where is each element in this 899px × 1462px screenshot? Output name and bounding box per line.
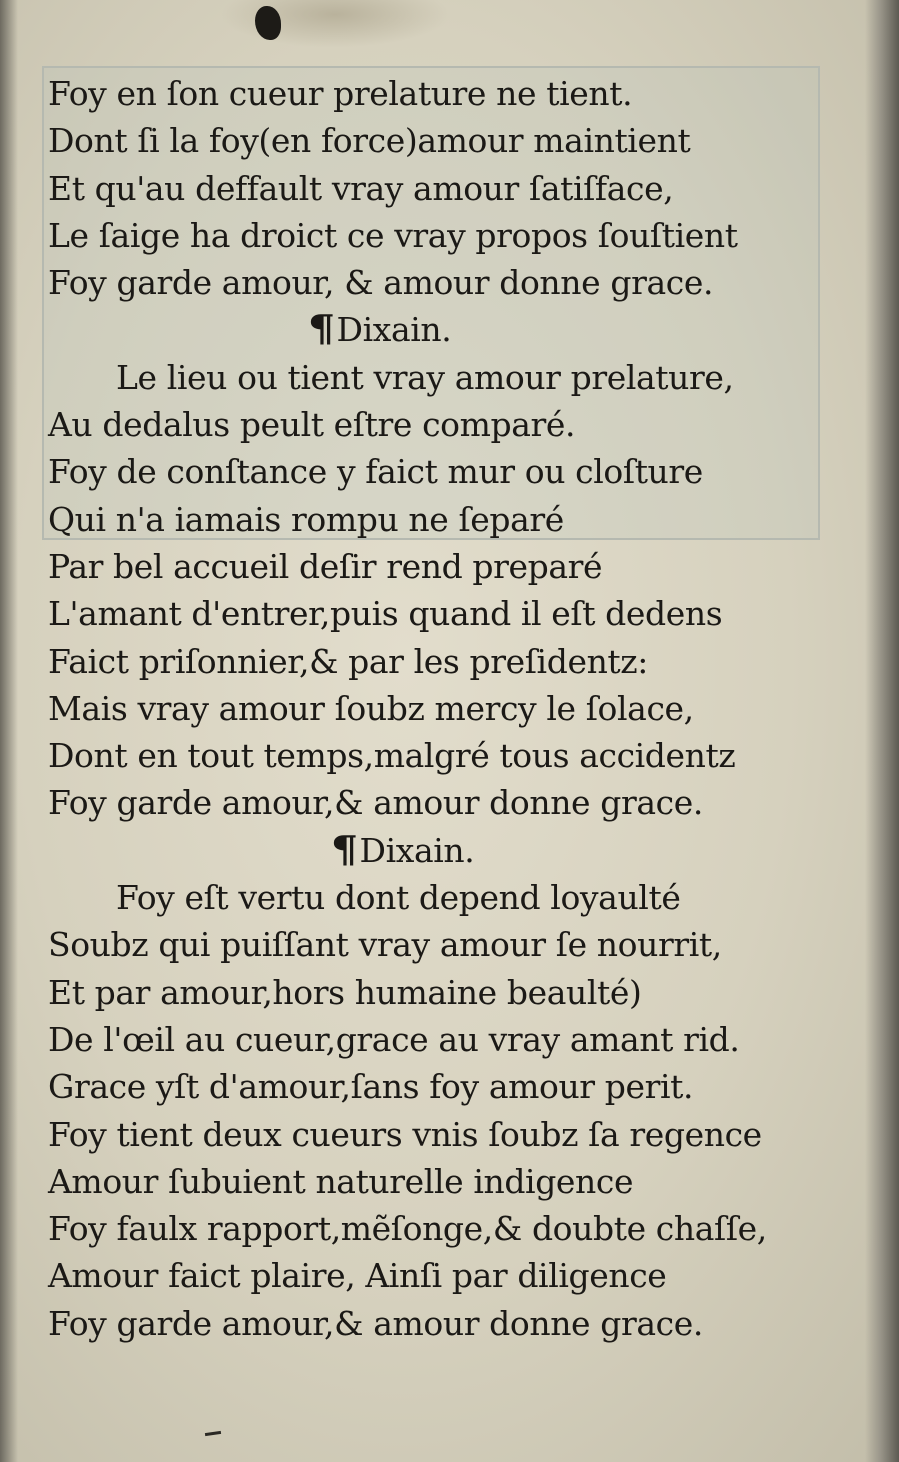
poem-line: Foy de conſtance y faict mur ou cloſture	[48, 452, 703, 492]
printer-mark	[205, 1431, 221, 1436]
poem-text-block	[48, 70, 838, 1347]
dixain-heading-label: Dixain.	[359, 830, 475, 870]
poem-line: Foy garde amour, & amour donne grace.	[48, 263, 714, 303]
poem-line: De l'œil au cueur,grace au vray amant rid.	[48, 1019, 740, 1059]
page-edge-shadow	[865, 0, 899, 1462]
poem-line: Soubz qui puiſſant vray amour ſe nourrit,	[48, 925, 722, 965]
poem-line: Qui n'a iamais rompu ne ſeparé	[48, 499, 564, 539]
poem-line: Dont en tout temps,malgré tous accidentz	[48, 736, 736, 776]
poem-line: Foy en ſon cueur prelature ne tient.	[48, 74, 633, 113]
dixain-heading	[48, 306, 838, 353]
poem-line: Le ſaige ha droict ce vray propos ſouſtient	[48, 215, 738, 255]
poem-line: Foy eſt vertu dont depend loyaulté	[116, 878, 681, 918]
poem-line: Au dedalus peult eſtre comparé.	[48, 405, 576, 445]
poem-line: Et qu'au deffault vray amour ſatiſface,	[48, 168, 674, 208]
poem-line: Dont ſi la foy(en force)amour maintient	[48, 121, 691, 161]
page-gutter-shadow	[0, 0, 18, 1462]
poem-line: Foy garde amour,& amour donne grace.	[48, 783, 703, 823]
poem-line: Grace yſt d'amour,ſans foy amour perit.	[48, 1067, 694, 1107]
poem-line: Foy tient deux cueurs vnis ſoubz ſa regence	[48, 1114, 762, 1154]
pilcrow-icon: ¶	[307, 308, 335, 351]
poem-line: Amour faict plaire, Ainſi par diligence	[48, 1256, 667, 1296]
ink-blot	[255, 6, 281, 40]
dixain-heading-label: Dixain.	[336, 310, 452, 350]
poem-line: Mais vray amour ſoubz mercy le ſolace,	[48, 688, 694, 728]
poem-line: Le lieu ou tient vray amour prelature,	[116, 357, 734, 397]
poem-line: Faict priſonnier,& par les preſidentz:	[48, 641, 648, 681]
poem-line: Foy garde amour,& amour donne grace.	[48, 1303, 703, 1343]
poem-line: Par bel accueil deſir rend preparé	[48, 546, 603, 586]
poem-line: L'amant d'entrer,puis quand il eſt dedens	[48, 594, 723, 634]
poem-line: Amour ſubuient naturelle indigence	[48, 1161, 634, 1201]
dixain-heading	[48, 827, 838, 874]
pilcrow-icon: ¶	[330, 828, 358, 871]
poem-line: Et par amour,hors humaine beaulté)	[48, 972, 642, 1012]
poem-line: Foy faulx rapport,mẽſonge,& doubte chaſſe,	[48, 1209, 767, 1249]
